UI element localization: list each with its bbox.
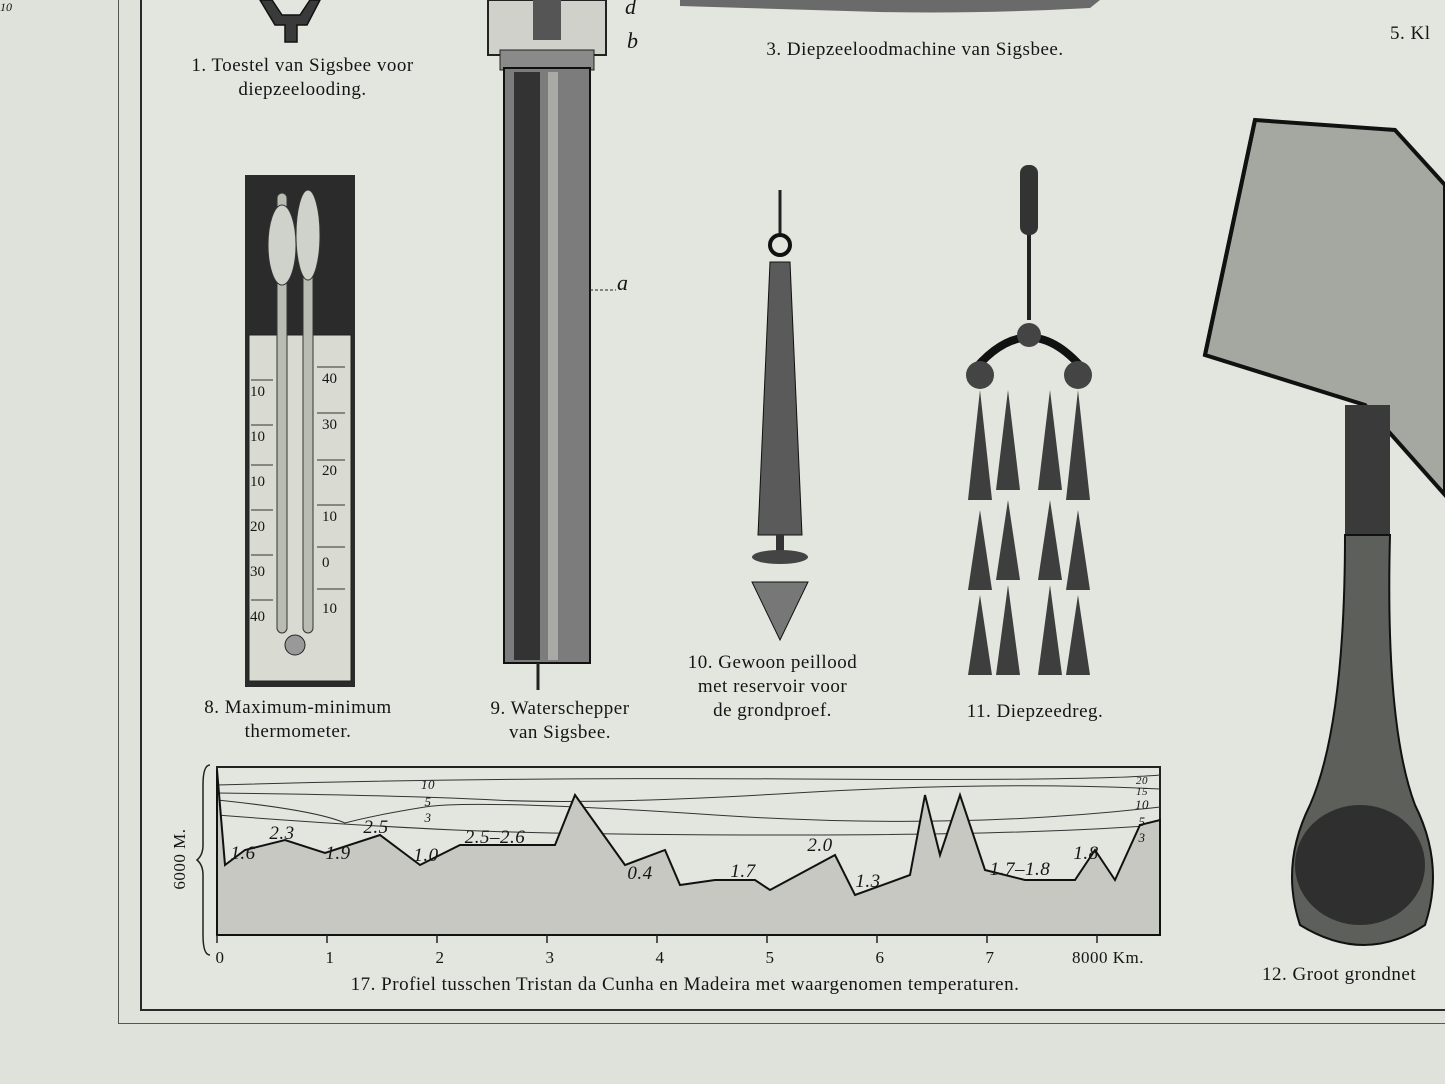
thermo-right-tick: 0 (322, 555, 330, 571)
thermo-right-tick: 20 (322, 463, 337, 479)
caption-fig8-line2: thermometer. (244, 721, 352, 742)
thermo-left-tick: 10 (250, 474, 265, 490)
figure-11-dredge (960, 160, 1110, 680)
caption-fig9-line1: 9. Waterschepper (490, 698, 630, 719)
thermo-left-tick: 30 (250, 564, 265, 580)
profile-x-tick: 7 (985, 948, 995, 967)
bottom-temp: 2.5 (363, 817, 389, 838)
profile-depth-label: 6000 M. (170, 828, 189, 890)
figure-12-bottom-net (1195, 105, 1445, 955)
thermo-right-tick: 10 (322, 509, 337, 525)
profile-x-tick: 6 (875, 948, 885, 967)
isotherm-label: 5 (424, 794, 432, 809)
bottom-temp: 1.6 (230, 843, 256, 864)
profile-x-tick: 5 (765, 948, 775, 967)
caption-fig10-line3: de grondproef. (713, 700, 832, 721)
bottom-temp: 1.7 (730, 861, 756, 882)
thermo-left-tick: 40 (250, 609, 265, 625)
caption-fig9-line2: van Sigsbee. (508, 722, 612, 743)
thermo-right-scale (322, 356, 337, 632)
isotherm-label: 3 (424, 810, 432, 825)
figure-1-sounding-device (255, 0, 325, 45)
caption-fig10-line1: 10. Gewoon peillood (687, 652, 858, 673)
bottom-temp: 1.0 (413, 845, 439, 866)
figure-9-water-bottle (478, 0, 618, 690)
thermo-right-tick: 10 (322, 601, 337, 617)
isotherm-label: 15 (1136, 786, 1148, 798)
caption-fig17: 17. Profiel tusschen Tristan da Cunha en Madeira met waargenomen temperaturen. (350, 974, 1020, 995)
profile-x-tick: 3 (545, 948, 555, 967)
isotherm-label: 10 (0, 0, 12, 14)
thermo-left-tick: 10 (250, 384, 265, 400)
profile-x-tick: 8000 Km. (1072, 948, 1144, 967)
caption-fig1-line2: diepzeelooding. (238, 79, 367, 100)
caption-fig5: 5. Kl (1390, 23, 1431, 44)
caption-fig10-line2: met reservoir voor (697, 676, 848, 697)
thermo-right-tick: 30 (322, 417, 337, 433)
caption-fig1-line1: 1. Toestel van Sigsbee voor (191, 55, 414, 76)
isotherm-label: 10 (1135, 797, 1149, 812)
caption-fig11: 11. Diepzeedreg. (966, 701, 1104, 722)
marker-b: b (627, 28, 638, 53)
thermo-left-tick: 10 (250, 429, 265, 445)
isotherm-label: 5 (1138, 814, 1146, 829)
profile-x-tick: 4 (655, 948, 665, 967)
bottom-temp: 2.5–2.6 (464, 827, 526, 848)
bottom-temp: 0.4 (627, 863, 653, 884)
thermo-left-tick: 20 (250, 519, 265, 535)
isotherm-label: 10 (421, 777, 435, 792)
profile-x-tick: 1 (325, 948, 335, 967)
marker-d: d (625, 0, 636, 19)
bottom-temp: 2.0 (807, 835, 833, 856)
figure-3-sounding-machine (680, 0, 1100, 20)
bottom-temp: 2.3 (269, 823, 295, 844)
caption-fig3: 3. Diepzeeloodmachine van Sigsbee. (766, 39, 1064, 60)
caption-fig8-line1: 8. Maximum-minimum (204, 697, 392, 718)
marker-a: a (617, 270, 628, 295)
isotherm-label: 3 (1138, 830, 1146, 845)
thermo-left-scale (250, 370, 265, 640)
profile-x-tick: 2 (435, 948, 445, 967)
isotherm-label: 20 (1136, 775, 1148, 787)
bottom-temp: 1.3 (855, 871, 881, 892)
profile-x-tick: 0 (215, 948, 225, 967)
bottom-temp: 1.9 (325, 843, 351, 864)
thermo-right-tick: 40 (322, 371, 337, 387)
figure-10-sounding-lead (740, 190, 820, 645)
bottom-temp: 1.7–1.8 (989, 859, 1051, 880)
bottom-temp: 1.8 (1073, 843, 1099, 864)
caption-fig12: 12. Groot grondnet (1262, 964, 1417, 985)
